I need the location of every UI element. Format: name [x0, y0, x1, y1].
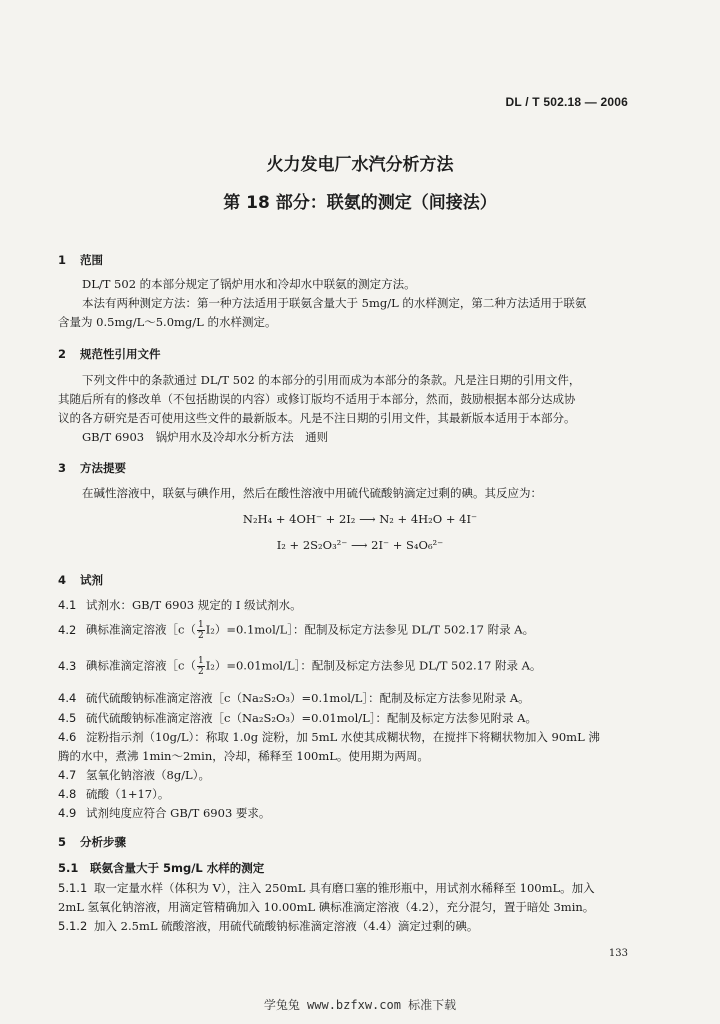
section-1-heading	[58, 252, 103, 268]
list-item: 4.5 硫代硫酸钠标准滴定溶液［c（Na₂S₂O₃）=0.01mol/L］：配制及标定方法参见附录 A。	[58, 711, 537, 725]
list-item: 4.3 碘标准滴定溶液［c（ $\frac{1}{2}$ I₂）=0.01mol/L］：配制及标定方法参见 DL/T 502.17 附录 A。	[58, 656, 542, 677]
list-item: 4.8 硫酸（1+17）。	[58, 787, 170, 801]
list-item: 4.7 氢氧化钠溶液（8g/L）。	[58, 768, 210, 782]
section-title: 规范性引用文件	[80, 347, 161, 361]
paragraph: 议的各方研究是否可使用这些文件的最新版本。凡是不注日期的引用文件，其最新版本适用于本部分。	[58, 411, 576, 425]
list-item: 4.9 试剂纯度应符合 GB/T 6903 要求。	[58, 806, 271, 820]
section-5-heading	[58, 834, 126, 850]
list-item: 4.2 碘标准滴定溶液［c（ $\frac{1}{2}$ I₂）=0.1mol/L］：配制及标定方法参见 DL/T 502.17 附录 A。	[58, 620, 535, 641]
paragraph: 下列文件中的条款通过 DL/T 502 的本部分的引用而成为本部分的条款。凡是注日期的引用文件，	[82, 373, 581, 387]
section-number: 1	[58, 253, 67, 267]
section-3-heading	[58, 460, 126, 476]
list-item: 4.4 硫代硫酸钠标准滴定溶液［c（Na₂S₂O₃）=0.1mol/L］：配制及标定方法参见附录 A。	[58, 691, 530, 705]
paragraph: 其随后所有的修改单（不包括勘误的内容）或修订版均不适用于本部分，然而，鼓励根据本部分达成协	[58, 392, 576, 406]
document-subtitle: 第 18 部分：联氨的测定（间接法）	[223, 193, 497, 213]
reaction-equation-1: N₂H₄ + 4OH⁻ + 2I₂ ⟶ N₂ + 4H₂O + 4I⁻	[242, 512, 478, 526]
section-number: 4	[58, 573, 67, 587]
section-title: 方法提要	[80, 461, 126, 475]
list-item: 5.1.2 加入 2.5mL 硫酸溶液，用硫代硫酸钠标准滴定溶液（4.4）滴定过剩的碘。	[58, 919, 479, 933]
fraction-one-half: $\frac{1}{2}$	[197, 620, 204, 641]
paragraph: 在碱性溶液中，联氨与碘作用，然后在酸性溶液中用硫代硫酸钠滴定过剩的碘。其反应为：	[82, 486, 542, 500]
section-number: 3	[58, 461, 67, 475]
page-number: 133	[608, 948, 628, 959]
paragraph: DL/T 502 的本部分规定了锅炉用水和冷却水中联氨的测定方法。	[82, 277, 416, 291]
section-number: 5	[58, 835, 67, 849]
fraction-one-half: $\frac{1}{2}$	[197, 656, 204, 677]
section-4-heading	[58, 572, 103, 588]
paragraph: 含量为 0.5mg/L～5.0mg/L 的水样测定。	[58, 315, 277, 329]
section-title: 分析步骤	[80, 835, 126, 849]
section-title: 范围	[80, 253, 103, 267]
paragraph: 2mL 氢氧化钠溶液，用滴定管精确加入 10.00mL 碘标准滴定溶液（4.2），充分混匀，置于暗处 3min。	[58, 900, 595, 914]
section-title: 试剂	[80, 573, 103, 587]
normative-reference: GB/T 6903 锅炉用水及冷却水分析方法 通则	[82, 430, 329, 444]
list-item: 4.6 淀粉指示剂（10g/L）：称取 1.0g 淀粉，加 5mL 水使其成糊状物，在搅拌下将糊状物加入 90mL 沸	[58, 730, 600, 744]
paragraph: 腾的水中，煮沸 1min～2min，冷却，稀释至 100mL。使用期为两周。	[58, 749, 429, 763]
list-item: 5.1.1 取一定量水样（体积为 V），注入 250mL 具有磨口塞的锥形瓶中，用试剂水稀释至 100mL。加入	[58, 881, 595, 895]
section-2-heading	[58, 346, 161, 362]
paragraph: 本法有两种测定方法：第一种方法适用于联氨含量大于 5mg/L 的水样测定，第二种方法适用于联氨	[82, 296, 587, 310]
watermark-footer: 学兔兔 www.bzfxw.com 标准下载	[263, 998, 457, 1012]
reaction-equation-2: I₂ + 2S₂O₃²⁻ ⟶ 2I⁻ + S₄O₆²⁻	[276, 538, 444, 552]
document-title: 火力发电厂水汽分析方法	[266, 155, 454, 175]
subsection-heading: 5.1 联氨含量大于 5mg/L 水样的测定	[58, 861, 265, 875]
section-number: 2	[58, 347, 67, 361]
standard-code: DL / T 502.18 — 2006	[505, 95, 628, 109]
list-item: 4.1 试剂水：GB/T 6903 规定的 I 级试剂水。	[58, 598, 302, 612]
